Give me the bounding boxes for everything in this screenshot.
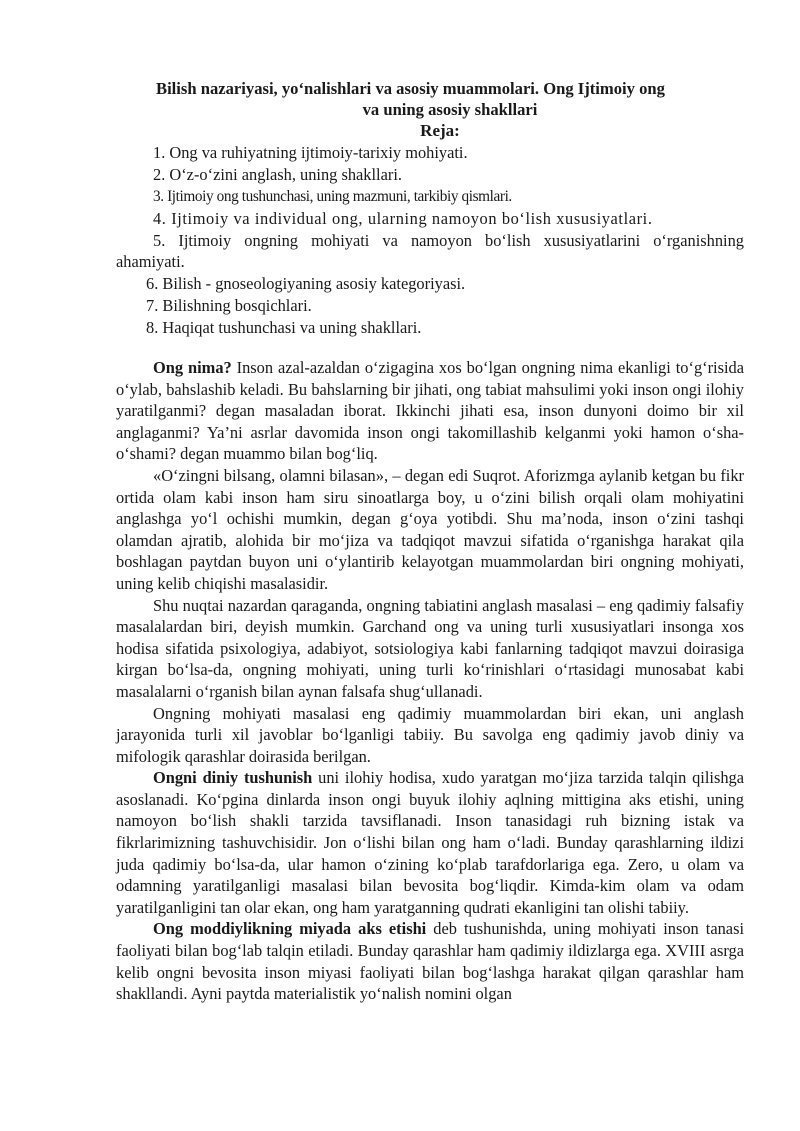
plan-list	[116, 142, 744, 338]
plan-item: 1. Ong va ruhiyatning ijtimoiy-tarixiy mohiyati.	[153, 143, 468, 162]
document-title	[120, 78, 780, 120]
paragraph-text: Inson azal-azaldan o‘zigagina xos bo‘lgan ongning nima ekanligi to‘g‘risida o‘ylab, bahslashib keladi. Bu bahslarning bir jihati, ong tabiat mahsulimi yoki inson ongi ilohiy yaratilganmi? degan masaladan iborat. Ikkinchi jihati esa, inson dunyoni doimo bir xil anglaganmi? Ya’ni asrlar davomida inson ongi takomillashib kelganmi yoki hamon o‘sha-o‘shami? degan muammo bilan bog‘liq.	[116, 358, 745, 464]
paragraph-lead: Ongni diniy tushunish	[153, 768, 313, 788]
plan-item: 3. Ijtimoiy ong tushunchasi, uning mazmuni, tarkibiy qismlari.	[153, 187, 512, 205]
plan-item: 4. Ijtimoiy va individual ong, ularning namoyon bo‘lish xususiyatlari.	[153, 208, 653, 228]
paragraph	[116, 767, 744, 918]
document-body	[116, 357, 744, 1005]
paragraph	[116, 595, 744, 703]
paragraph	[116, 918, 744, 1004]
paragraph	[116, 703, 744, 768]
paragraph-text: uni ilohiy hodisa, xudo yaratgan mo‘jiza tarzida talqin qilishga asoslanadi. Ko‘pgina dinlarda inson ongi buyuk ilohiy aqlning mittigina aks etishi, uning namoyon bo‘lish shakli tarzida tavsiflanadi. Inson tanasidagi ruh bizning istak va fikrlarimizning tashuvchisidir. Jon o‘lishi bilan ong ham o‘ladi. Bunday qarashlarning ildizi juda qadimiy bo‘lsa-da, ular hamon o‘zining ko‘plab tarafdorlariga ega. Zero, u olam va odamning yaratilganligi masalasi bilan bevosita bog‘liqdir. Kimda-kim olam va odam yaratilganligini tan olar ekan, ong ham yaratganning qudrati ekanligini tan olishi tabiiy.	[116, 768, 744, 917]
plan-item: 8. Haqiqat tushunchasi va uning shakllari.	[146, 317, 422, 337]
paragraph-text: «O‘zingni bilsang, olamni bilasan», – degan edi Suqrot. Aforizmga aylanib ketgan bu fikr ortida olam kabi inson ham siru sinoatlarga boy, u o‘zini bilish orqali olam mohiyatini anglashga yo‘l ochishi mumkin, degan g‘oya yotibdi. Shu ma’noda, inson o‘zini tashqi olamdan ajratib, alohida bir mo‘jiza va tadqiqot mavzui sifatida o‘rganishga harakat qila boshlagan paytdan buyon uni o‘ylantirib kelayotgan muammolardan biri ongning mohiyati, uning kelib chiqishi masalasidir.	[116, 465, 744, 593]
paragraph-lead: Ong moddiylikning miyada aks etishi	[153, 919, 427, 939]
plan-heading: Reja:	[420, 121, 460, 140]
paragraph-text: Shu nuqtai nazardan qaraganda, ongning tabiatini anglash masalasi – eng qadimiy falsafiy masalalardan biri, deyish mumkin. Garchand ong va uning turli xususiyatlari insonga xos hodisa sifatida psixologiya, adabiyot, sotsiologiya kabi fanlarning tadqiqot mavzui doirasiga kirgan bo‘lsa-da, ongning mohiyati, uning turli ko‘rinishlari o‘rtasidagi munosabat kabi masalalarni o‘rganish bilan aynan falsafa shug‘ullanadi.	[116, 595, 744, 701]
title-line-2: va uning asosiy shakllari	[362, 100, 538, 119]
plan-item: 6. Bilish - gnoseologiyaning asosiy kategoriyasi.	[146, 273, 466, 293]
plan-item: 2. O‘z-o‘zini anglash, uning shakllari.	[153, 164, 402, 184]
paragraph	[116, 357, 744, 465]
plan-item: 5. Ijtimoiy ongning mohiyati va namoyon bo‘lish xususiyatlarini o‘rganishning ahamiyati.	[116, 230, 744, 272]
paragraph-text: Ongning mohiyati masalasi eng qadimiy muammolardan biri ekan, uni anglash jarayonida turli xil javoblar bo‘lganligi tabiiy. Bu savolga eng qadimiy javob diniy va mifologik qarashlar doirasida berilgan.	[116, 703, 744, 766]
paragraph	[116, 465, 744, 595]
paragraph-text: deb tushunishda, uning mohiyati inson tanasi faoliyati bilan bog‘lab talqin etiladi. Bunday qarashlar ham qadimiy ildizlarga ega. XVIII asrga kelib ongni bevosita inson miyasi faoliyati bilan bog‘lashga harakat qilgan qarashlar ham shakllandi. Ayni paytda materialistik yo‘nalish nomini olgan	[116, 919, 744, 1004]
paragraph-lead: Ong nima?	[153, 358, 232, 377]
plan-item: 7. Bilishning bosqichlari.	[146, 295, 312, 315]
title-line-1: Bilish nazariyasi, yo‘nalishlari va asosiy muammolari. Ong Ijtimoiy ong	[156, 79, 665, 98]
